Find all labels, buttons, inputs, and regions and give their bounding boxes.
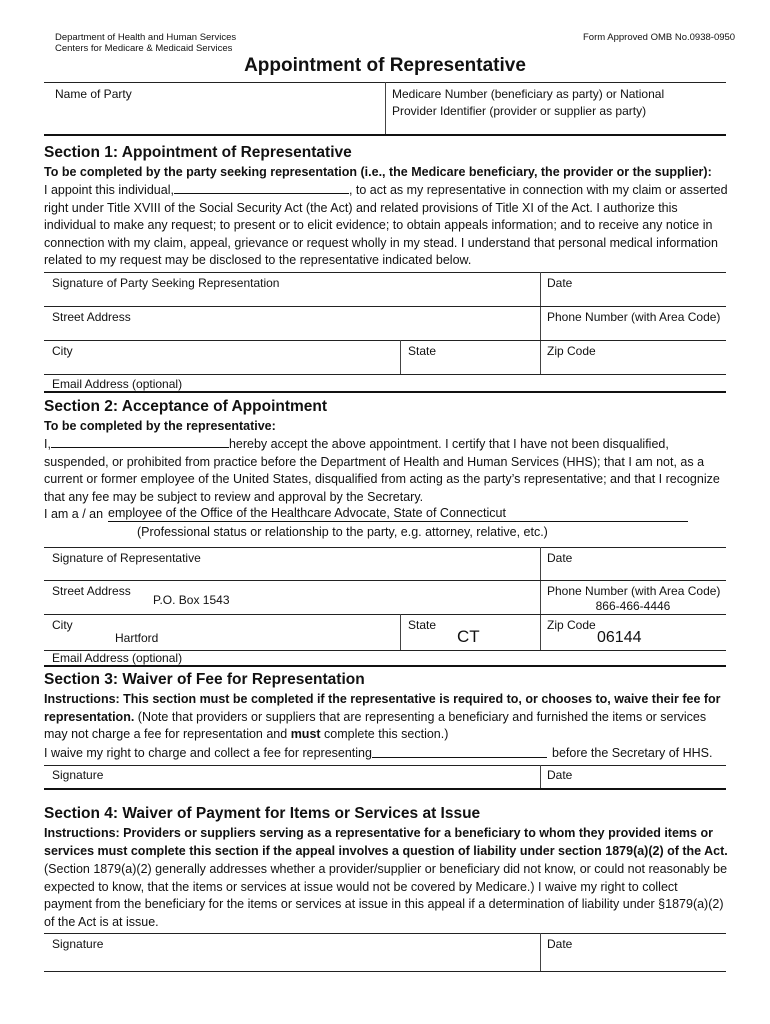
divider — [44, 272, 726, 273]
s1-phone-field[interactable]: Phone Number (with Area Code) — [547, 310, 721, 324]
s1-date-field[interactable]: Date — [547, 276, 573, 290]
section-1-text-start: I appoint this individual, — [44, 183, 174, 197]
s2-street-value[interactable]: P.O. Box 1543 — [153, 593, 230, 607]
divider — [44, 340, 726, 341]
divider — [385, 82, 386, 134]
omb-number: Form Approved OMB No.0938-0950 — [583, 32, 736, 43]
divider — [400, 614, 401, 650]
section-2-instruction: To be completed by the representative: — [44, 419, 276, 433]
professional-status-field[interactable]: employee of the Office of the Healthcare Advocate, State of Connecticut — [108, 506, 688, 522]
medicare-number-field[interactable]: Medicare Number (beneficiary as party) or National Provider Identifier (provider or supplier as party) — [392, 87, 665, 118]
s1-state-field[interactable]: State — [408, 344, 437, 358]
section-3-instructions — [44, 691, 729, 744]
i-am-a-label: I am a / an — [44, 507, 104, 521]
divider — [44, 971, 726, 972]
agency-name: Department of Health and Human Services — [55, 32, 237, 43]
s2-city-label: City — [52, 618, 73, 632]
divider — [44, 306, 726, 307]
section-4-instructions: (Section 1879(a)(2) generally addresses whether a provider/supplier or beneficiary did not know, or could not reasonably be expected to know, that the items or services at issue would not be covered by Medicare.) I waive my right to collect payment from the beneficiary for the items or services at issue in this appeal if a determination of liability under §1879(a)(2) of the Act is at issue. — [44, 862, 728, 929]
s2-email-field[interactable]: Email Address (optional) — [52, 651, 183, 665]
s2-signature-field[interactable]: Signature of Representative — [52, 551, 201, 565]
section-2-heading: Section 2: Acceptance of Appointment — [44, 398, 328, 415]
divider — [44, 374, 726, 375]
s1-city-field[interactable]: City — [52, 344, 73, 358]
divider — [540, 272, 541, 374]
divider — [400, 340, 401, 374]
divider — [44, 665, 726, 667]
section-2-text-rest: hereby accept the above appointment. I certify that I have not been disqualified, suspended, or prohibited from practice before the Department of Health and Human Services (HHS); that I am not, as a current or former employee of the United States, disqualified from acting as the party’s representative; and that I recognize that any fee may be subject to review and approval by the Secretary. — [44, 437, 720, 504]
s2-phone-label: Phone Number (with Area Code) — [547, 584, 721, 598]
professional-status-caption: (Professional status or relationship to the party, e.g. attorney, relative, etc.) — [137, 525, 548, 539]
divider — [44, 765, 726, 766]
section-1-text — [44, 182, 729, 270]
s4-date-field[interactable]: Date — [547, 937, 573, 951]
s1-zip-field[interactable]: Zip Code — [547, 344, 596, 358]
section-3-instructions-note: (Note that providers or suppliers that are representing a beneficiary and furnished the items or services may not charge a fee for representation and — [44, 709, 707, 741]
divider — [540, 933, 541, 971]
section-1-instruction: To be completed by the party seeking representation (i.e., the Medicare beneficiary, the provider or the supplier): — [44, 165, 712, 179]
waive-fee-text-end: before the Secretary of HHS. — [552, 746, 713, 760]
representative-self-name-field[interactable] — [51, 447, 229, 448]
divider — [44, 391, 726, 393]
s2-zip-value[interactable]: 06144 — [597, 629, 642, 646]
divider — [44, 547, 726, 548]
section-2-text — [44, 436, 729, 506]
s1-street-field[interactable]: Street Address — [52, 310, 131, 324]
section-4-instructions-bold: Instructions: Providers or suppliers serving as a representative for a beneficiary to whom they provided items or services must complete this section if the appeal involves a question of liability under section 1879(a)(2) of the Act. — [44, 826, 728, 858]
section-3-instructions-bold: Instructions: This section must be completed if the representative is required to, or chooses to, waive their fee for representation. — [44, 692, 721, 724]
s3-signature-field[interactable]: Signature — [52, 768, 104, 782]
section-1-heading: Section 1: Appointment of Representative — [44, 144, 352, 161]
waive-fee-text: I waive my right to charge and collect a fee for representing — [44, 746, 372, 760]
form-title: Appointment of Representative — [244, 55, 526, 76]
section-2-text-i: I, — [44, 437, 51, 451]
divider — [44, 134, 726, 136]
agency-subname: Centers for Medicare & Medicaid Services — [55, 43, 233, 54]
s1-email-field[interactable]: Email Address (optional) — [52, 377, 183, 391]
section-4-heading: Section 4: Waiver of Payment for Items or Services at Issue — [44, 805, 481, 822]
divider — [44, 788, 726, 790]
section-3-instructions-end: complete this section.) — [320, 727, 449, 741]
s2-date-field[interactable]: Date — [547, 551, 573, 565]
s2-phone-value[interactable]: 866-466-4446 — [595, 599, 671, 613]
s2-city-value[interactable]: Hartford — [115, 631, 159, 645]
s4-signature-field[interactable]: Signature — [52, 937, 104, 951]
divider — [44, 580, 726, 581]
representative-name-field[interactable] — [174, 193, 349, 194]
divider — [44, 614, 726, 615]
section-3-heading: Section 3: Waiver of Fee for Representation — [44, 671, 365, 688]
name-of-party-field[interactable]: Name of Party — [55, 87, 132, 101]
s2-zip-label: Zip Code — [547, 618, 596, 632]
s1-signature-field[interactable]: Signature of Party Seeking Representation — [52, 276, 280, 290]
divider — [44, 933, 726, 934]
s2-state-value[interactable]: CT — [457, 627, 480, 646]
s3-date-field[interactable]: Date — [547, 768, 573, 782]
s2-state-label: State — [408, 618, 437, 632]
waive-fee-party-field[interactable] — [372, 757, 547, 758]
section-3-must: must — [290, 727, 321, 741]
section-1-text-rest: , to act as my representative in connection with my claim or asserted right under Title XVIII of the Social Security Act (the Act) and related provisions of Title XI of the Act. I authorize this individual to make any request; to present or to elicit evidence; to obtain appeals information; and to receive any notice in connection with my claim, appeal, grievance or request wholly in my stead. I understand that personal medical information related to my request may be disclosed to the representative indicated below. — [44, 183, 728, 267]
s2-street-label: Street Address — [52, 584, 131, 598]
divider — [540, 765, 541, 788]
